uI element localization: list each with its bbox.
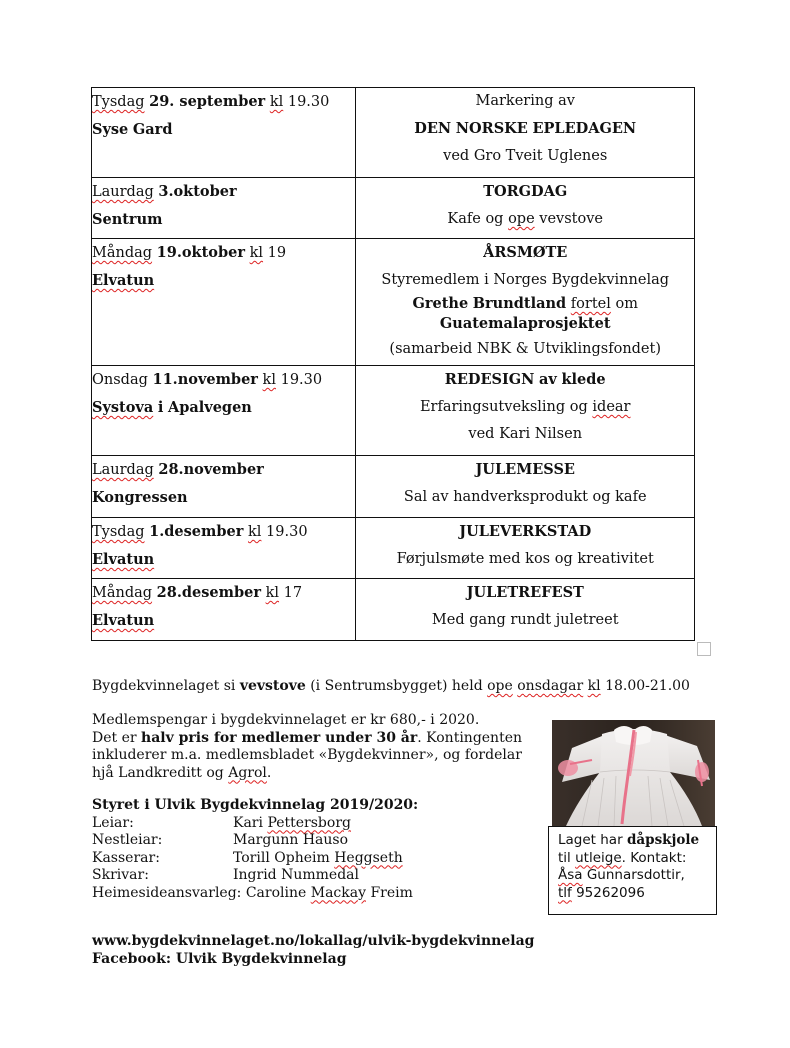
event-place bbox=[92, 484, 355, 512]
event-title bbox=[356, 366, 694, 394]
event-when-where-cell[interactable] bbox=[92, 366, 356, 456]
event-kl: kl bbox=[262, 372, 276, 388]
word: TORGDAG bbox=[483, 183, 568, 200]
event-when-where-cell[interactable] bbox=[92, 456, 356, 518]
event-kl: kl bbox=[269, 94, 284, 110]
membership-info bbox=[92, 712, 522, 782]
word: Førjulsmøte bbox=[396, 551, 485, 567]
word: ope bbox=[508, 211, 535, 227]
event-description-cell[interactable] bbox=[356, 239, 695, 366]
word: Tysdag bbox=[92, 524, 145, 540]
event-row bbox=[92, 456, 695, 518]
word: Nilsen bbox=[534, 426, 583, 442]
word: handverksprodukt bbox=[453, 489, 588, 505]
word: & bbox=[515, 341, 529, 357]
word: og bbox=[554, 551, 573, 567]
event-date: Tysdag 1.desember kl 19.30 bbox=[92, 523, 308, 540]
event-detail bbox=[356, 267, 694, 294]
word: Kafe bbox=[447, 211, 481, 227]
board-name: Torill Opheim Heggseth bbox=[233, 849, 403, 866]
event-detail bbox=[356, 206, 694, 233]
christening-dress-photo bbox=[552, 720, 715, 826]
event-date: Onsdag 11.november kl 19.30 bbox=[92, 371, 323, 388]
event-when-where-cell[interactable] bbox=[92, 178, 356, 239]
event-detail bbox=[356, 294, 694, 314]
word: i bbox=[157, 399, 164, 416]
word: Syse bbox=[92, 121, 129, 138]
word: kreativitet bbox=[577, 551, 654, 567]
board-name-part: Heggseth bbox=[334, 849, 403, 866]
word: klede bbox=[561, 371, 606, 388]
website-link[interactable]: www.bygdekvinnelaget.no/lokallag/ulvik-bygdekvinnelag bbox=[92, 933, 535, 949]
membership-line: Medlemspengar i bygdekvinnelaget er kr 680,- i 2020. bbox=[92, 712, 480, 728]
board-role: Leiar: bbox=[92, 814, 134, 831]
event-row bbox=[92, 518, 695, 579]
membership-line: hjå Landkreditt og Agrol. bbox=[92, 764, 272, 781]
event-title bbox=[356, 579, 694, 607]
event-when-where-cell[interactable] bbox=[92, 88, 356, 178]
event-place bbox=[92, 607, 355, 635]
board-name-part: Pettersborg bbox=[267, 814, 351, 831]
word: og bbox=[592, 489, 611, 505]
dress-illustration bbox=[552, 720, 715, 826]
vevstove-info: Bygdekvinnelaget si vevstove (i Sentrumsbygget) held ope onsdagar kl 18.00-21.00 bbox=[92, 678, 690, 694]
event-date: Måndag 28.desember kl 17 bbox=[92, 584, 303, 601]
board-name: Ingrid Nummedal bbox=[233, 867, 359, 883]
membership-line: inkluderer m.a. medlemsbladet «Bygdekvinner», og fordelar bbox=[92, 747, 522, 763]
word: om bbox=[615, 296, 638, 312]
word: (samarbeid bbox=[389, 341, 473, 357]
word: Kongressen bbox=[92, 489, 188, 506]
word: DEN bbox=[414, 120, 452, 137]
word: Apalvegen bbox=[167, 399, 252, 416]
word: Brundtland bbox=[472, 295, 567, 312]
word: JULETREFEST bbox=[466, 584, 584, 601]
word: ved bbox=[443, 148, 470, 164]
board-title: Styret i Ulvik Bygdekvinnelag 2019/2020: bbox=[92, 797, 419, 813]
event-detail bbox=[356, 607, 694, 634]
event-date-value: 19.oktober bbox=[156, 244, 245, 261]
event-description-cell[interactable] bbox=[356, 456, 695, 518]
word: Måndag bbox=[92, 585, 153, 601]
board-row-web: Heimesideansvarleg: Caroline Mackay Freim bbox=[92, 884, 413, 901]
event-when-where-cell[interactable] bbox=[92, 579, 356, 641]
links bbox=[92, 933, 534, 968]
word: Utviklingsfondet) bbox=[533, 341, 661, 357]
board-row bbox=[92, 867, 418, 885]
word: JULEMESSE bbox=[475, 461, 575, 478]
word: Med bbox=[431, 612, 465, 628]
event-place bbox=[92, 267, 355, 295]
word: Gro bbox=[473, 148, 502, 164]
event-date-value: 29. september bbox=[149, 93, 266, 110]
word: Markering bbox=[475, 93, 554, 109]
event-date: Tysdag 29. september kl 19.30 bbox=[92, 93, 330, 110]
word: i bbox=[484, 272, 489, 288]
event-kl: kl bbox=[249, 245, 264, 261]
event-detail bbox=[356, 314, 694, 334]
word: av bbox=[431, 489, 449, 505]
word: Uglenes bbox=[547, 148, 608, 164]
word: rundt bbox=[510, 612, 552, 628]
word: juletreet bbox=[555, 612, 619, 628]
event-date-value: 11.november bbox=[152, 371, 258, 388]
event-date bbox=[92, 178, 355, 206]
facebook-link[interactable]: Facebook: Ulvik Bygdekvinnelag bbox=[92, 950, 347, 967]
board-name: Margunn Hauso bbox=[233, 832, 349, 848]
word: fortel bbox=[570, 296, 611, 312]
event-detail bbox=[356, 143, 694, 170]
event-row bbox=[92, 579, 695, 641]
word: idear bbox=[592, 399, 631, 415]
board-row bbox=[92, 832, 418, 850]
event-detail bbox=[356, 421, 694, 448]
word: Erfaringsutveksling bbox=[419, 399, 566, 415]
event-title bbox=[356, 239, 694, 267]
word: Styremedlem bbox=[381, 272, 480, 288]
word: Grethe bbox=[412, 295, 469, 312]
event-place bbox=[92, 546, 355, 574]
event-kl: kl bbox=[247, 524, 262, 540]
event-row bbox=[92, 366, 695, 456]
events-table bbox=[91, 87, 695, 641]
event-row bbox=[92, 239, 695, 366]
word: av bbox=[558, 93, 575, 109]
event-when-where-cell[interactable] bbox=[92, 518, 356, 579]
board-role: Nestleiar: bbox=[92, 832, 163, 848]
event-date-value: 28.november bbox=[158, 461, 264, 478]
word: og bbox=[485, 211, 504, 227]
word: med bbox=[488, 551, 521, 567]
event-place bbox=[92, 206, 355, 234]
event-title bbox=[356, 178, 694, 206]
word: Guatemalaprosjektet bbox=[439, 315, 611, 332]
board-name: Kari Pettersborg bbox=[233, 814, 351, 831]
event-row bbox=[92, 88, 695, 178]
word: NBK bbox=[476, 341, 512, 357]
word: vevstove bbox=[539, 211, 604, 227]
word: Systova bbox=[92, 399, 154, 416]
event-detail bbox=[356, 484, 694, 511]
word: ÅRSMØTE bbox=[483, 244, 568, 261]
event-row bbox=[92, 178, 695, 239]
word: JULEVERKSTAD bbox=[459, 523, 592, 540]
event-date: Måndag 19.oktober kl 19 bbox=[92, 244, 287, 261]
word: Elvatun bbox=[92, 612, 155, 629]
word: NORSKE bbox=[455, 120, 528, 137]
dress-rental-caption: Laget har dåpskjole til utleige. Kontakt: Åsa Gunnarsdottir, tlf 95262096 bbox=[548, 826, 717, 915]
board-role: Skrivar: bbox=[92, 867, 149, 883]
word: kos bbox=[525, 551, 551, 567]
event-description-cell[interactable] bbox=[356, 366, 695, 456]
event-description-cell[interactable] bbox=[356, 88, 695, 178]
word: Tysdag bbox=[92, 94, 145, 110]
event-place bbox=[92, 116, 355, 144]
event-description-cell[interactable] bbox=[356, 178, 695, 239]
event-place bbox=[92, 394, 355, 422]
event-detail bbox=[356, 88, 694, 115]
word: Måndag bbox=[92, 245, 153, 261]
board-row bbox=[92, 850, 418, 868]
event-date-value: 28.desember bbox=[156, 584, 261, 601]
word: Laurdag bbox=[92, 462, 154, 478]
board-row bbox=[92, 815, 418, 833]
word: ved bbox=[468, 426, 495, 442]
word: av bbox=[539, 371, 557, 388]
word: kafe bbox=[615, 489, 647, 505]
event-kl: kl bbox=[265, 585, 280, 601]
event-detail bbox=[356, 394, 694, 421]
event-description-cell[interactable] bbox=[356, 579, 695, 641]
membership-line: Det er halv pris for medlemer under 30 år. Kontingenten bbox=[92, 729, 523, 746]
word: Kari bbox=[499, 426, 531, 442]
event-title bbox=[356, 518, 694, 546]
word: Elvatun bbox=[92, 272, 155, 289]
event-date-value: 1.desember bbox=[149, 523, 244, 540]
event-detail bbox=[356, 334, 694, 364]
event-when-where-cell[interactable] bbox=[92, 239, 356, 366]
word: Gard bbox=[132, 121, 173, 138]
word: EPLEDAGEN bbox=[532, 120, 637, 137]
word: Elvatun bbox=[92, 551, 155, 568]
board-role: Kasserar: bbox=[92, 849, 160, 866]
word: Tveit bbox=[505, 148, 543, 164]
word: Sentrum bbox=[92, 211, 163, 228]
word: Laurdag bbox=[92, 184, 154, 200]
word: REDESIGN bbox=[444, 371, 535, 388]
event-detail bbox=[356, 546, 694, 573]
event-title bbox=[356, 456, 694, 484]
word: gang bbox=[469, 612, 506, 628]
word: Norges bbox=[493, 272, 547, 288]
word: Bygdekvinnelag bbox=[551, 272, 670, 288]
event-detail bbox=[356, 115, 694, 143]
board-list bbox=[92, 797, 418, 902]
event-date-value: 3.oktober bbox=[158, 183, 237, 200]
table-resize-handle[interactable] bbox=[697, 642, 711, 656]
event-description-cell[interactable] bbox=[356, 518, 695, 579]
word: og bbox=[569, 399, 588, 415]
event-date bbox=[92, 456, 355, 484]
word: Onsdag bbox=[92, 372, 148, 388]
word: Sal bbox=[403, 489, 428, 505]
